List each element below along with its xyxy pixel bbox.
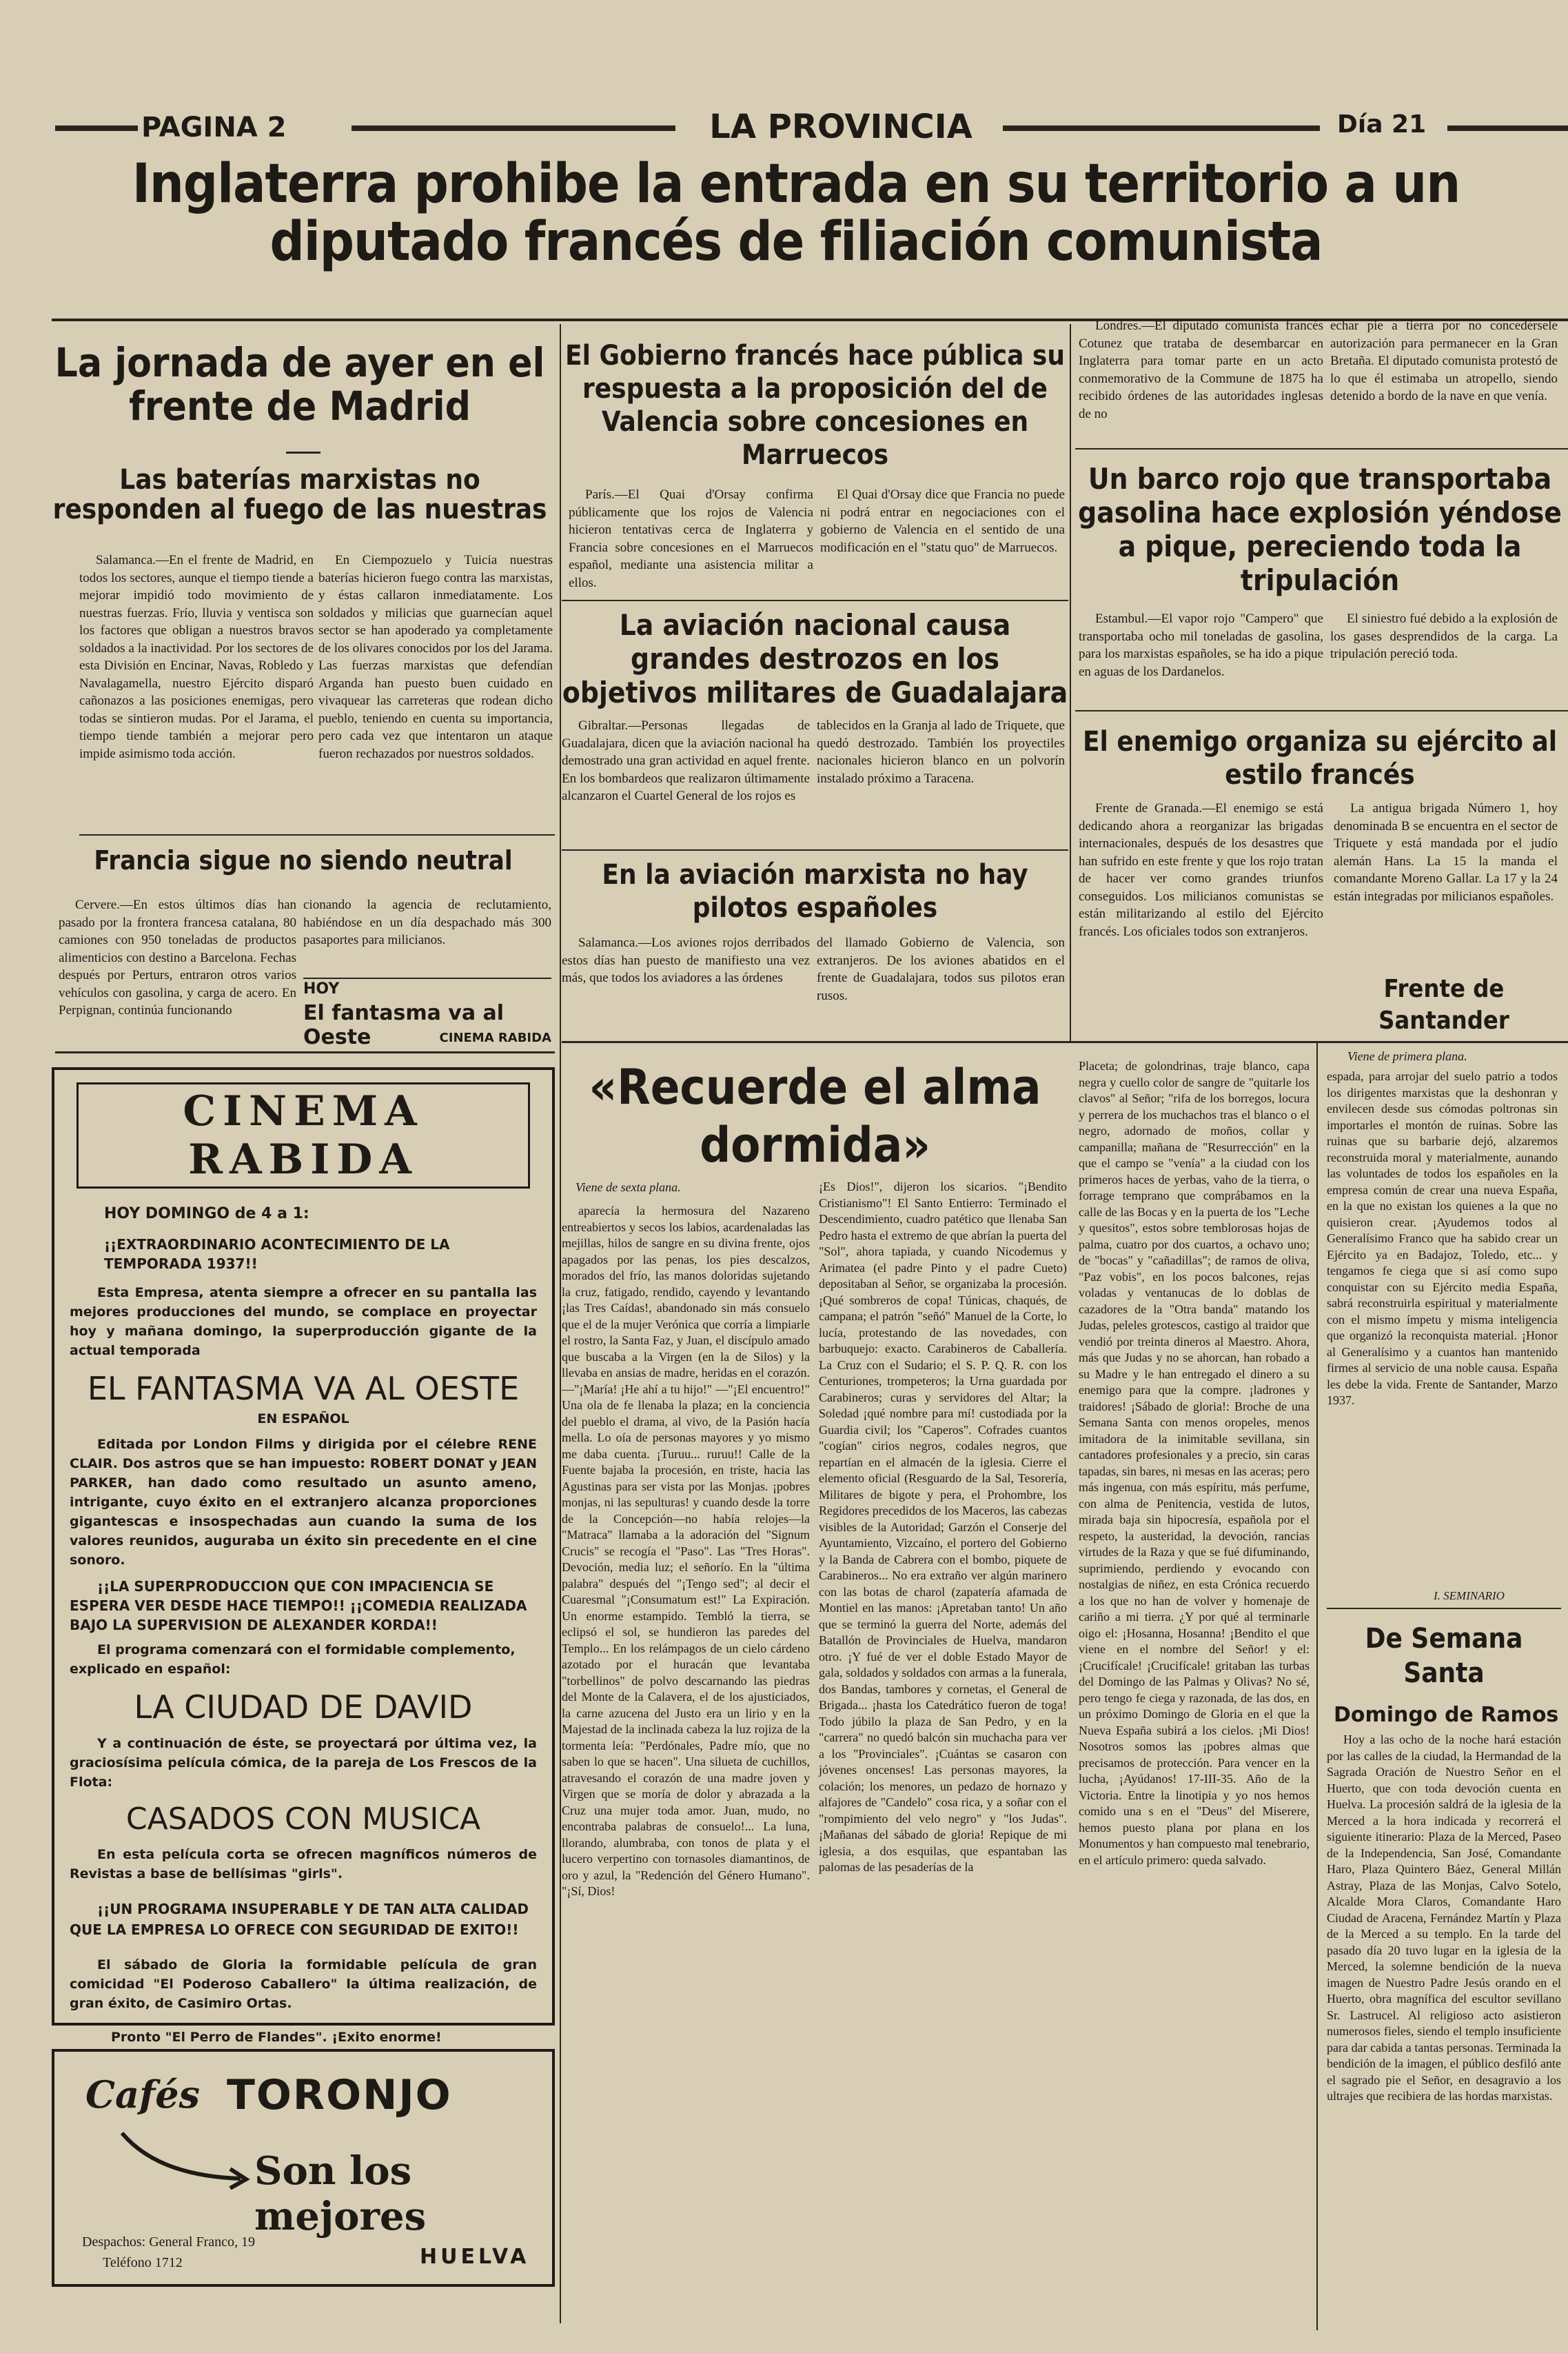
santander-text: espada, para arrojar del suelo patrio a todos los dirigentes marxistas que la deshonran y envilecen desde sus cómodas poltronas sin importarles el montón de ruinas. Sobre las ruinas que su barbarie dejó, alzaremos reconstruida moral y materialmente, aunando las voluntades de todos los españoles en la empresa común de crear una nueva España, en la que no existan los quienes a la que no quisieron crear. ¡Ayudemos todos al Generalísimo Franco que ha sabido crear un Ejército ya en Badajoz, Toledo, etc... y tengamos fe ciega que si así como supo conquistar con su Ejército media España, sabrá reconstruirla espiritual y materialmente con el mismo ímpetu y misma inteligencia que organizó la reconquista material. ¡Honor al Generalísimo y a cuantos han mantenido firmes al servicio de una noble causa. España les debe la vida. Frente de Santander, Marzo 1937.: [1327, 1069, 1558, 1407]
gobierno-end-rule: [562, 600, 1068, 601]
cinema-title: CINEMA RABIDA: [77, 1082, 530, 1189]
madrid-headline: La jornada de ayer en el frente de Madrid: [54, 339, 545, 430]
enemigo-text-b: La antigua brigada Número 1, hoy denominada B se encuentra en el sector de Triquete y está mandada por el judío alemán Hans. La 15 la manda el comandante Moreno Gallar. La 17 y la 24 están integradas por milicianos españoles.: [1334, 801, 1558, 904]
cinema-intro: Esta Empresa, atenta siempre a ofrecer en su pantalla las mejores producciones del mundo, se complace en proyectar hoy y mañana domingo, la superproducción gigante de la actual temporada: [70, 1285, 537, 1358]
cinema-film2: LA CIUDAD DE DAVID: [134, 1688, 473, 1726]
aviacion-text-a: Gibraltar.—Personas llegadas de Guadalajara, dicen que la aviación nacional ha demostrado una gran actividad en aquel frente. En los bombardeos que realizaron últimamente alcanzaron el Cuartel General de los rojos es: [562, 718, 810, 803]
cafes-city: HUELVA: [420, 2245, 530, 2269]
divider-2: [1070, 324, 1071, 1041]
barco-end-rule: [1075, 710, 1568, 711]
londres-text-b: echar pie a tierra por no concedérsele autorización para permanecer en la Gran Bretaña. El diputado comunista protestó de lo que él estimaba un atropello, siendo detenido a bordo de la nave en que venía.: [1330, 319, 1558, 403]
masthead-rule-right: [1003, 125, 1320, 131]
gobierno-text-b: El Quai d'Orsay dice que Francia no puede ni podrá entrar en negociaciones con el gobierno de Valencia en el sentido de una modificación en el "statu quo" de Marruecos.: [820, 487, 1065, 555]
divider-3: [1316, 1041, 1318, 2330]
barco-text-b: El siniestro fué debido a la explosión de los gases desprendidos de la carga. La tripulación pereció toda.: [1330, 612, 1558, 661]
marxista-headline: En la aviación marxista no hay pilotos españoles: [602, 859, 1028, 924]
madrid-text-a: Salamanca.—En el frente de Madrid, en todos los sectores, aunque el tiempo tiende a mejorar impidió todo movimiento de nuestras fuerzas. Frío, lluvia y ventisca son los factores que obligan a nuestros bravos soldados a la inactividad. Por los sectores de esta División en Encinar, Navas, Robledo y Navalagamella, nuestro Ejército disparó cañonazos a las posiciones enemigas, pero todas se sintieron mudas. Por el Jarama, el tiempo tiende también a mejorar pero impide asimismo toda acción.: [79, 553, 314, 761]
santander-viene: Viene de primera plana.: [1347, 1049, 1467, 1063]
cinema-film1-desc: Editada por London Films y dirigida por el célebre RENE CLAIR. Dos astros que se han impuesto: ROBERT DONAT y JEAN PARKER, han dado como resultado un asunto ameno, intrigante, cuyo éxito en el extranjero alcanza proporciones gigantescas e insospechadas aun cuando la suma de los valores reunidos, auguraba un éxito sin precedente en el cine sonoro.: [70, 1437, 537, 1568]
cinema-film1-claim: ¡¡LA SUPERPRODUCCION QUE CON IMPACIENCIA SE ESPERA VER DESDE HACE TIEMPO!! ¡¡COMEDIA REALIZADA BAJO LA SUPERVISION DE ALEXANDER KORDA!!: [70, 1578, 527, 1633]
col1-end-rule: [55, 1051, 555, 1053]
cinema-film1: EL FANTASMA VA AL OESTE: [87, 1370, 520, 1407]
recuerde-headline: «Recuerde el alma dormida»: [589, 1059, 1041, 1173]
page-date: Día 21: [1337, 110, 1427, 139]
masthead-rule-left: [55, 125, 138, 131]
cafes-toronjo-ad: [52, 2049, 555, 2287]
hoy-title: El fantasma va al Oeste: [303, 1001, 505, 1049]
cinema-date-line: HOY DOMINGO de 4 a 1:: [104, 1205, 309, 1222]
madrid-end-rule: [79, 834, 555, 836]
enemigo-headline: El enemigo organiza su ejército al estilo francés: [1082, 726, 1558, 791]
gobierno-text-a: París.—El Quai d'Orsay confirma públicamente que los rojos de Valencia hicieron tentativas cerca de Inglaterra y Francia sobre concesiones en el Marruecos español, mediante una asistencia militar a ellos.: [569, 487, 813, 590]
cafes-address: Despachos: General Franco, 19: [82, 2234, 256, 2250]
divider-1: [560, 324, 561, 2323]
francia-text-a: Cervere.—En estos últimos días han pasado por la frontera francesa catalana, 80 camiones con 950 toneladas de productos alimenticios con destino a Barcelona. Fechas después por Perturs, entraron otros varios vehículos con gasolina, y carga de acero. En Perpignan, continúa funcionando: [59, 898, 296, 1018]
recuerde-text-b: ¡Es Dios!", dijeron los sicarios. "¡Bendito Cristianismo"! El Santo Entierro: Terminado el Descendimiento, cuadro patético que llenaba San Pedro hasta el extremo de que abrían la puerta del "Sol", ahora tapiada, y cuando Nicodemus y Arimatea (el padre Pinto y el padre Cueto) depositaban al Señor, se organizaba la procesión. ¡Qué sombreros de copa! Túnicas, chaqués, de campana; el patrón "señó" Manuel de la Corte, lo lucía, protestando de las novedades, con barbuquejo: exacto. Carabineros de Caballería. La Cruz con el Sudario; el S. P. Q. R. con los Centuriones, trompeteros; la Urna guardada por Carabineros; curas y servidores del Altar; la Soledad ¡qué nombre para mí! custodiada por la Guardia civil; los "Caperos". Cofrades cuantos "cogían" cirios negros, codales negros, que repartían en el almacén de la iglesia. Cierre el elemento oficial (Resguardo de la Sal, Tesorería, Militares de bigote y pera, el Prohombre, los Regidores precedidos de los Maceros, las cabezas visibles de la Autoridad; Garzón el Conserje del Ayuntamiento, Vizcaíno, el portero del Gobierno y la Banda de Cabrera con el bombo, piquete de Carabineros... No era extraño ver algún marinero con las botas de charol (zapatería afamada de Montiel en las manos: ¡Apretaban tanto! Un año que se terminó la guerra del Norte, además del Batallón de Provinciales de Huelva, mandaron otro. ¡Y fué de ver el doble Estado Mayor de gala, soldados y soldados con armas a la funerala, dos Bandas, tambores y cornetas, el General de Brigada... ¡hasta los Catedrático fueron de toga! Todo júbilo la plaza de San Pedro, y en la "carrera" no quedó balcón sin muchacha para ver a los "Provinciales". ¡Cuántas se casaron con jóvenes oncenses! Las personas mayores, la colación; los menores, un pedazo de hornazo y alfajores de "Candelo" cosa rica, y a soñar con el "rompimiento del velo negro" y "los Judas". ¡Mañanas del sábado de gloria! Repique de mi iglesia, a dos esquilas, que espantaban las palomas de las pesaderías de la: [819, 1180, 1067, 1874]
cinema-film2-desc: Y a continuación de éste, se proyectará por última vez, la graciosísima película cómica, de la pareja de Los Frescos de la Flota:: [70, 1736, 537, 1790]
recuerde-viene: Viene de sexta plana.: [576, 1180, 681, 1194]
marxista-text-b: del llamado Gobierno de Valencia, son extranjeros. De los aviones abatidos en el frente de Guadalajara, todos sus pilotos eran rusos.: [817, 936, 1065, 1003]
cafes-name-script: Cafés: [85, 2072, 200, 2117]
masthead-title: LA PROVINCIA: [709, 108, 973, 146]
cinema-sabado: El sábado de Gloria la formidable película de gran comicidad "El Poderoso Caballero" la última realización, de gran éxito, de Casimiro Ortas.: [70, 1957, 537, 2011]
cafes-phone: Teléfono 1712: [103, 2255, 183, 2270]
page-number: PAGINA 2: [141, 112, 287, 143]
londres-text-a: Londres.—El diputado comunista francés Cotunez que trataba de desembarcar en Inglaterra para tomar parte en un acto conmemorativo de la Commune de 1875 ha recibido órdenes de las autoridades inglesas de no: [1079, 319, 1323, 421]
londres-end-rule: [1075, 448, 1568, 450]
santander-end-rule: [1327, 1608, 1561, 1609]
cinema-pronto: Pronto "El Perro de Flandes". ¡Exito enorme!: [111, 2030, 442, 2045]
placeta-text: Placeta; de golondrinas, traje blanco, capa negra y cuello color de sangre de "quitarle los clavos" al Señor; "rifa de los borregos, locura y perrera de los muchachos tras el blanco o el negro, adornado de moños, collar y campanilla; mañana de "Resurrección" en la que el campo se "venía" a la ciudad con los primeros haces de yerbas, vaho de la tierra, o forrage temprano que comprábamos en la calle de las Bocas y en la puerta de los "Leche y quesitos", estos sobre temblorosas hojas de palma, cuatro por dos cuartos, a ochavo uno; de "bocas" y "cañadillas"; de ramos de oliva, "Paz vobis", en los pocos balcones, rejas voladas y ventanucas de lo doblas de cazadores de la "Otra banda" matando los Judas, peleles grotescos, castigo al traidor que vendió por treinta dineros al Maestro. Ahora, más que Judas y no se ahorcan, han robado a su Madre y le han entregado el dinero a su enemigo para que la compre. ¡ladrones y traidores! ¡Sábado de gloria!: Broche de una Semana Santa con menos oropeles, menos imitadora de la inimitable sevillana, sin cantadores profesionales y a precio, sin caras tapadas, sin bares, ni mesas en las aceras; pero más ingenua, con más espíritu, más perfume, con alma de Penitencia, vestida de lutos, mirada baja sin hipocresía, española por el respeto, la austeridad, la devoción, rancias virtudes de la Raza y que se fué difuminando, suprimiendo, perdiendo y evocando con nostalgias de niñez, en esta Crónica recuerdo a los que no han de volver y homenaje de cariño a mi tierra. ¿Y por qué al terminarle oigo el: ¡Hosanna, Hosanna! ¡Bendito el que viene en el nombre del Señor! y el: ¡Crucifícale! ¡Crucifícale! gritaban las turbas del Domingo de las Palmas y Olivas? No sé, pero tengo fe ciega y razonada, de las dos, en un próximo Domingo de Gloria en el que la Nueva España subirá a los cielos. ¡Mi Dios! Nosotros somos las ¡pobres almas que precisamos de protección. Para vencer en la lucha, ¡Ayúdanos! 17-III-35. Año de la Victoria. Entre la linotipia y yo nos hemos comido una s en el "Deus" del Miserere, hemos puesto plana por plana en los Monumentos y han compuesto mal tenebrario, en el artículo primero: queda salvado.: [1079, 1059, 1310, 1867]
arrow-icon: [116, 2128, 254, 2190]
santander-headline: Frente de Santander: [1327, 973, 1561, 1037]
ramos-headline: Domingo de Ramos: [1334, 1703, 1559, 1727]
recuerde-text-a: aparecía la hermosura del Nazareno entreabiertos y secos los labios, acardenaladas las mejillas, hilos de sangre en su divina frente, ojos apagados por las penas, los pies descalzos, morados del frío, las manos doloridas sujetando la cruz, fatigado, rendido, cayendo y levantando ¡las Tres Caídas!, abandonado sin más consuelo que el de la mujer Verónica que corría a limpiarle el rostro, la Santa Faz, y Juan, el discípulo amado que buscaba a la Virgen (en la de Silos) y la llevaba en ansias de madre, heridas en el corazón. —"¡María! ¡He ahí a tu hijo!" —"¡El encuentro!" Una ola de fe llenaba la plaza; en la conciencia del pueblo el drama, al vivo, de la Pasión hacía mella. Lo oía de personas mayores y yo mismo me daba cuenta. ¡Turuu... ruruu!! Calle de la Fuente bajaba la procesión, en triste, hacia las Agustinas para ser vista por las Monjas. ¡pobres monjas, ni las sepulturas! y cuando desde la torre de la Concepción—no había relojes—la "Matraca" llamaba a la adoración del "Signum Crucis" se recogía el "Paso". Las "Tres Horas". Devoción, media luz; el señorío. En la "última palabra" después del "¡Tengo sed"; al decir el Cuaresmal "¡Consumatum est!" La Expiración. Un enorme estampido. Tembló la tierra, se eclipsó el sol, se hundieron las paredes del Templo... En los relámpagos de un cielo cárdeno azotado por el huracán que levantaba "torbellinos" de polvo descarnando las piedras del Monte de la Calavera, el de los ajusticiados, la carne azucena del Justo era un lirio y en la Majestad de la inclinada cabeza la luz rojiza de la tormenta leía: "Perdónales, Padre mío, que no saben lo que se hacen". Una silueta de cuchillos, atravesando el corazón de una madre joven y Virgen que se moría de dolor y abrazada a la Cruz una mujer toda amor. Juan, mudo, no encontraba palabras de consuelo!... La luna, llorando, alumbraba, con tonos de plata y el lucero verpertino con tornasoles diamantinos, de oro y azul, la "Redención del Género Humano". "¡Sí, Dios!: [562, 1204, 810, 1898]
marxista-text-a: Salamanca.—Los aviones rojos derribados estos días han puesto de manifiesto una vez más, que todos los aviadores a las órdenes: [562, 936, 810, 985]
hoy-label: HOY: [303, 980, 340, 998]
cinema-film3-desc: En esta película corta se ofrecen magníficos números de Revistas a base de bellísimas "girls".: [70, 1847, 537, 1881]
madrid-subheadline: Las baterías marxistas no responden al fuego de las nuestras: [52, 464, 547, 526]
ramos-text: Hoy a las ocho de la noche hará estación por las calles de la ciudad, la Hermandad de la Sagrada Oración de Nuestro Señor en el Huerto, que con toda devoción cuenta en Huelva. La procesión saldrá de la iglesia de la Merced a la hora indicada y recorrerá el siguiente itinerario: Plaza de la Merced, Paseo de la Independencia, San José, Comandante Haro, Plaza Quintero Báez, General Millán Astray, Plaza de las Monjas, Calvo Sotelo, Alcalde Mora Claros, Comandante Haro Ciudad de Aracena, Fernández Martín y Plaza de la Merced a su templo. En la tarde del pasado día 20 tuvo lugar en la iglesia de la Merced, la solemne bendición de la nueva imagen de Nuestro Padre Jesús orando en el Huerto, obra magnífica del escultor sevillano Sr. Lastrucel. Al religioso acto asistieron numerosos fieles, siendo el templo insuficiente para dar cabida a tantas personas. Terminada la bendición de la imagen, el público desfiló ante el sagrado pie el Señor, en desagravio a los ultrajes que recibiera de las hordas marxistas.: [1327, 1733, 1561, 2103]
cinema-claim2: ¡¡UN PROGRAMA INSUPERABLE Y DE TAN ALTA CALIDAD QUE LA EMPRESA LO OFRECE CON SEGURIDAD DE EXITO!!: [70, 1901, 529, 1938]
madrid-text-b: En Ciempozuelo y Tuicia nuestras baterías hicieron fuego contra las marxistas, y éstas callaron inmediatamente. Los soldados y milicias que guarnecían aquel sector se han apoderado ya completamente de los olivares conocidos por los del Jarama. Las fuerzas marxistas que defendían Arganda han puesto buen cuidado en vivaquear las carreteras que rodean dicho pueblo, teniendo en cuenta su importancia, pero cada vez que intentaron un ataque fueron rechazados por nuestros soldados.: [318, 553, 553, 761]
cinema-film1-lang: EN ESPAÑOL: [257, 1411, 349, 1426]
santander-signature: I. SEMINARIO: [1434, 1589, 1505, 1602]
main-headline: Inglaterra prohibe la entrada en su territorio a un diputado francés de filiación comunista: [132, 153, 1460, 274]
barco-text-a: Estambul.—El vapor rojo "Campero" que transportaba ocho mil toneladas de gasolina, para los marxistas españoles, se ha ido a pique en aguas de los Dardanelos.: [1079, 612, 1323, 679]
semana-santa-headline: De Semana Santa: [1365, 1623, 1523, 1689]
barco-headline: Un barco rojo que transportaba gasolina hace explosión yéndose a pique, pereciendo toda la tripulación: [1078, 462, 1562, 597]
aviacion-headline: La aviación nacional causa grandes destrozos en los objetivos militares de Guadalajara: [562, 608, 1068, 709]
hoy-cinema: CINEMA RABIDA: [439, 1031, 551, 1045]
aviacion-end-rule: [562, 849, 1068, 851]
masthead-rule-far: [1447, 125, 1568, 131]
cinema-event: ¡¡EXTRAORDINARIO ACONTECIMIENTO DE LA TEMPORADA 1937!!: [104, 1236, 450, 1272]
enemigo-text-a: Frente de Granada.—El enemigo se está dedicando ahora a reorganizar las brigadas internacionales, después de los desastres que han sufrido en este frente y que los rojo tratan de hacer ver como grandes triunfos conseguidos. Los milicianos comunistas se están militarizando al estilo del Ejército francés. Los oficiales todos son extranjeros.: [1079, 801, 1323, 939]
cinema-program: El programa comenzará con el formidable complemento, explicado en español:: [70, 1642, 516, 1677]
cafes-name: TORONJO: [227, 2071, 452, 2119]
madrid-dash: [286, 452, 320, 454]
cinema-film3: CASADOS CON MUSICA: [125, 1801, 481, 1837]
cafes-slogan: Son los mejores: [254, 2148, 427, 2239]
gobierno-headline: El Gobierno francés hace pública su respuesta a la proposición del de Valencia sobre concesiones en Marruecos: [565, 340, 1065, 471]
aviacion-text-b: tablecidos en la Granja al lado de Triquete, que quedó destrozado. También los proyectiles nacionales hicieron blanco en un polvorín instalado próximo a Taracena.: [817, 718, 1065, 786]
masthead-rule-mid: [352, 125, 675, 131]
cinema-rabida-ad: [52, 1067, 555, 2045]
hoy-rule: [303, 978, 551, 979]
col2-end-rule: [562, 1041, 1568, 1043]
francia-headline: Francia sigue no siendo neutral: [94, 845, 513, 876]
francia-text-b: cionando la agencia de reclutamiento, habiéndose en un día despachado más 300 pasaportes para milicianos.: [303, 898, 551, 947]
